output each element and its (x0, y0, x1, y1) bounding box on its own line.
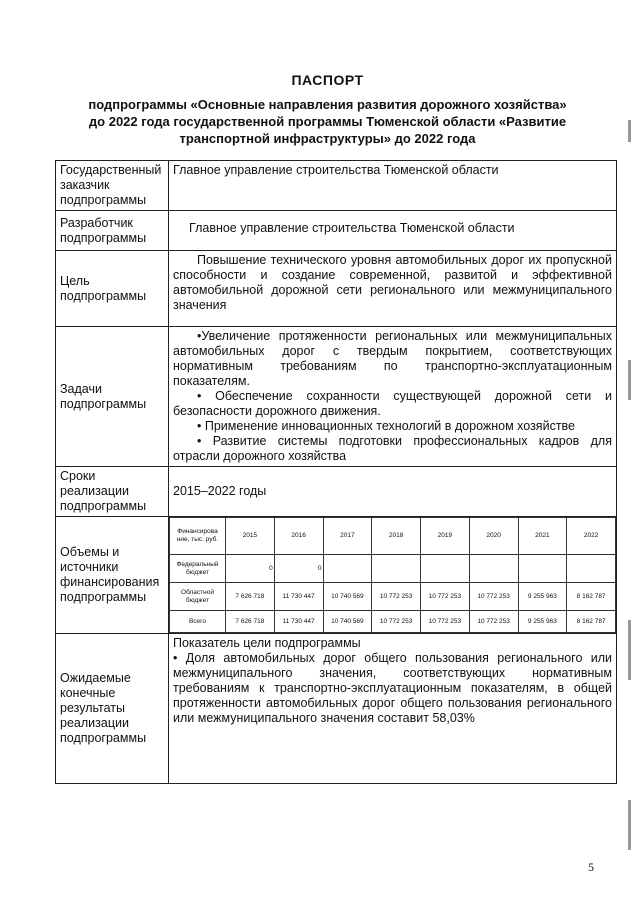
financing-table (169, 517, 616, 633)
subtitle-line-3: транспортной инфраструктуры» до 2022 года (179, 131, 476, 146)
task-item-2: • Обеспечение сохранности существующей дорожной сети и безопасности дорожного движения. (173, 389, 612, 418)
cell: 8 162 787 (567, 583, 616, 611)
year-2018: 2018 (372, 518, 421, 555)
label-goal: Цель подпрограммы (56, 251, 169, 327)
cell: 10 772 253 (469, 611, 518, 633)
cell (567, 555, 616, 583)
value-period: 2015–2022 годы (169, 467, 617, 517)
label-developer: Разработчик подпрограммы (56, 211, 169, 251)
row-results (56, 634, 617, 784)
cell: 11 730 447 (274, 611, 323, 633)
cell: 10 772 253 (372, 611, 421, 633)
cell: 9 255 963 (518, 611, 567, 633)
cell: 7 626 718 (226, 611, 275, 633)
year-2015: 2015 (226, 518, 275, 555)
scan-artifact (628, 120, 631, 142)
year-2016: 2016 (274, 518, 323, 555)
financing-head: Финансирова ние, тыс. руб. (170, 518, 226, 555)
scan-artifact (628, 800, 631, 850)
value-financing (169, 517, 617, 634)
task-item-3: • Применение инновационных технологий в дорожном хозяйстве (197, 419, 575, 433)
subtitle-line-2: до 2022 года государственной программы Тюменской области «Развитие (88, 114, 567, 129)
cell: 0 (226, 555, 275, 583)
year-2021: 2021 (518, 518, 567, 555)
document-title: ПАСПОРТ (291, 72, 364, 88)
cell: 10 740 569 (323, 583, 372, 611)
row-financing (56, 517, 617, 634)
cell: 0 (274, 555, 323, 583)
cell: 11 730 447 (274, 583, 323, 611)
value-customer: Главное управление строительства Тюменской области (169, 161, 617, 211)
scan-artifact (628, 360, 631, 400)
value-developer: Главное управление строительства Тюменской области (169, 211, 617, 251)
cell: 9 255 963 (518, 583, 567, 611)
cell (421, 555, 470, 583)
row-developer (56, 211, 617, 251)
year-2019: 2019 (421, 518, 470, 555)
row-name: Федеральный бюджет (170, 555, 226, 583)
label-customer: Государственный заказчик подпрограммы (56, 161, 169, 211)
row-customer (56, 161, 617, 211)
year-2020: 2020 (469, 518, 518, 555)
cell (372, 555, 421, 583)
label-results: Ожидаемые конечные результаты реализации подпрограммы (56, 634, 169, 784)
cell (469, 555, 518, 583)
results-title: Показатель цели подпрограммы (173, 636, 361, 650)
scan-artifact (628, 620, 631, 680)
row-name: Областной бюджет (170, 583, 226, 611)
cell: 10 740 569 (323, 611, 372, 633)
subtitle-line-1: подпрограммы «Основные направления развития дорожного хозяйства» (88, 97, 567, 112)
cell: 7 626 718 (226, 583, 275, 611)
cell (323, 555, 372, 583)
goal-text: Повышение технического уровня автомобильных дорог их пропускной способности и создание современной, развитой и эффективной автомобильной дорожной сети регионального или межмуниципального значения (173, 253, 612, 312)
task-item-1: •Увеличение протяженности региональных или межмуниципальных автомобильных дорог с твердым покрытием, соответствующих нормативным требованиям по транспортно-эксплуатационным показателям. (173, 329, 612, 388)
row-name: Всего (170, 611, 226, 633)
financing-header-row (170, 518, 616, 555)
cell: 8 162 787 (567, 611, 616, 633)
year-2022: 2022 (567, 518, 616, 555)
cell: 10 772 253 (421, 611, 470, 633)
cell: 10 772 253 (372, 583, 421, 611)
year-2017: 2017 (323, 518, 372, 555)
financing-row-regional (170, 583, 616, 611)
label-period: Сроки реализации подпрограммы (56, 467, 169, 517)
cell: 10 772 253 (421, 583, 470, 611)
document-header (40, 72, 615, 147)
row-goal (56, 251, 617, 327)
row-tasks (56, 327, 617, 467)
value-tasks (169, 327, 617, 467)
cell (518, 555, 567, 583)
financing-row-federal (170, 555, 616, 583)
value-goal (169, 251, 617, 327)
task-item-4: • Развитие системы подготовки профессиональных кадров для отрасли дорожного хозяйства (173, 434, 612, 463)
financing-row-total (170, 611, 616, 633)
results-text: • Доля автомобильных дорог общего пользования регионального или межмуниципального значения, соответствующих нормативным требованиям к транспортно-эксплуатационным показателям, в общей протяженности автомобильных дорог общего пользования регионального или межмуниципального значения составит 58,03% (173, 651, 612, 725)
page-number: 5 (588, 860, 594, 874)
label-tasks: Задачи подпрограммы (56, 327, 169, 467)
cell: 10 772 253 (469, 583, 518, 611)
row-period (56, 467, 617, 517)
passport-table (55, 160, 617, 784)
value-results (169, 634, 617, 784)
label-financing: Объемы и источники финансирования подпрограммы (56, 517, 169, 634)
